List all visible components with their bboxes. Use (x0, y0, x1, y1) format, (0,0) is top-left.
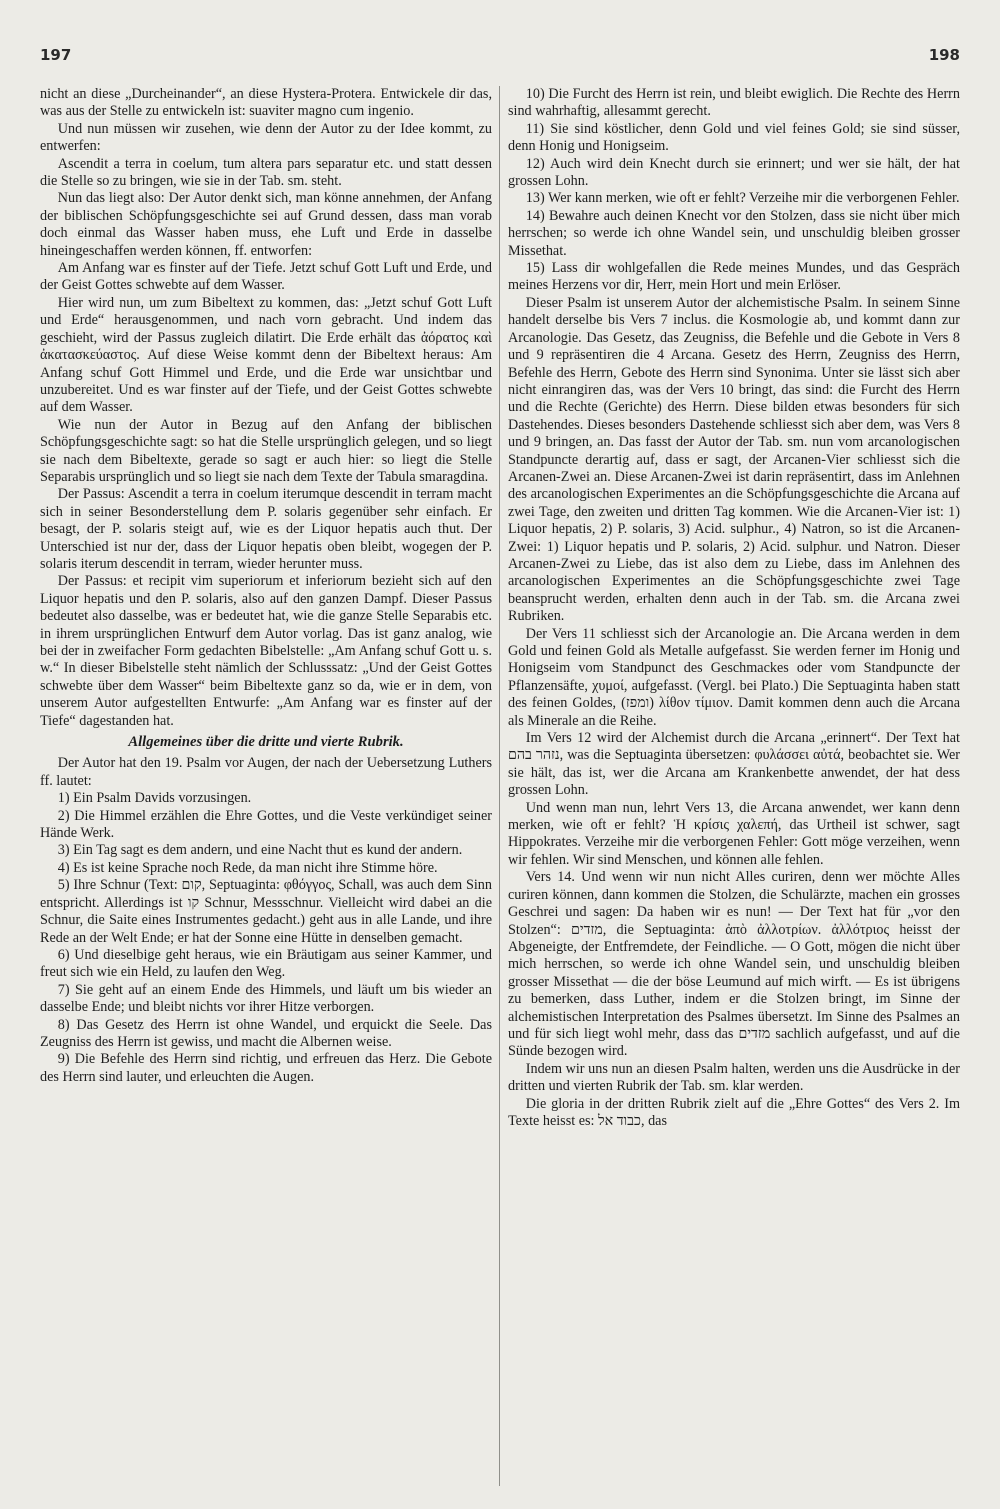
paragraph: Indem wir uns nun an diesen Psalm halten, werden uns die Ausdrücke in der dritten und vierten Rubrik der Tab. sm. klar werden. (508, 1060, 960, 1095)
psalm-verse: 1) Ein Psalm Davids vorzusingen. (57, 790, 252, 807)
psalm-verse: 15) Lass dir wohlgefallen die Rede meines Mundes, und das Gespräch meines Herzens vor dir, Herr, mein Hort und mein Erlöser. (508, 260, 960, 294)
right-column (508, 86, 960, 1486)
paragraph: Und nun müssen wir zusehen, wie denn der Autor zu der Idee kommt, zu entwerfen: (40, 120, 492, 155)
paragraph: Hier wird nun, um zum Bibeltext zu kommen, das: „Jetzt schuf Gott Luft und Erde“ herausgenommen, und nach vorn gebracht. Und indem das geschieht, wird der Passus zugleich dilatirt. Die Erde erhält das ἀόρατος καὶ ἀκατασκεύαστος. Auf diese Weise kommt denn der Bibeltext heraus: Am Anfang schuf Gott Himmel und Erde, und die Erde war unsichtbar und unzubereitet. Und es war finster auf der Tiefe, und der Geist Gottes schwebte auf dem Wasser. (40, 294, 492, 416)
psalm-verse: 6) Und dieselbige geht heraus, wie ein Bräutigam aus seiner Kammer, und freut sich wie ein Held, zu laufen den Weg. (40, 946, 492, 981)
psalm-verse: 10) Die Furcht des Herrn ist rein, und bleibt ewiglich. Die Rechte des Herrn sind wahrhaftig, allesammt gerecht. (508, 86, 960, 120)
psalm-verse: 3) Ein Tag sagt es dem andern, und eine Nacht thut es kund der andern. (57, 842, 463, 859)
paragraph: Der Autor hat den 19. Psalm vor Augen, der nach der Uebersetzung Luthers ff. lautet: (40, 755, 492, 789)
paragraph: Im Vers 12 wird der Alchemist durch die Arcana „erinnert“. Der Text hat נזהר בהם, was die Septuaginta übersetzen: φυλάσσει αὐτά, beobachtet sie. Wer sie hält, das ist, wer die Arcana am Krankenbette anwendet, der hat dess grossen Lohn. (508, 730, 960, 799)
paragraph: Und wenn man nun, lehrt Vers 13, die Arcana anwendet, wer kann denn merken, wie oft er fehlt? Ἡ κρίσις χαλεπή, das Urtheil ist schwer, sagt Hippokrates. Verzeihe mir die verborgenen Fehler: Gott möge verzeihen, wenn wir fehlen. Wir sind Menschen, und können alle fehlen. (508, 799, 960, 868)
paragraph: Nun das liegt also: Der Autor denkt sich, man könne annehmen, der Anfang der biblischen Schöpfungsgeschichte sei auf Grund dessen, dass man vorab doch einmal das Wasser haben muss, ehe Luft und Erde in dasselbe hineingeschaffen werden können, ff. entworfen: (40, 190, 492, 259)
psalm-verse: 7) Sie geht auf an einem Ende des Himmels, und läuft um bis wieder an dasselbe Ende; und bleibt nichts vor ihrer Hitze verborgen. (40, 981, 492, 1016)
psalm-verse: 5) Ihre Schnur (Text: קום, Septuaginta: φθόγγος, Schall, was auch dem Sinn entspricht. Allerdings ist קו Schnur, Messschnur. Vielleicht wird dabei an die Schnur, die Saite eines Instrumentes gedacht.) geht aus in alle Lande, und ihre Rede an der Welt Ende; er hat der Sonne eine Hütte in denselben gemacht. (40, 877, 492, 946)
psalm-verse: 13) Wer kann merken, wie oft er fehlt? Verzeihe mir die verborgenen Fehler. (525, 190, 960, 207)
paragraph: nicht an diese „Durcheinander“, an diese Hystera-Protera. Entwickele dir das, was aus der Stelle zu entwickeln ist: suaviter magno cum ingenio. (40, 86, 492, 120)
paragraph: Am Anfang war es finster auf der Tiefe. Jetzt schuf Gott Luft und Erde, und der Geist Gottes schwebte auf dem Wasser. (40, 260, 492, 294)
psalm-verse: 8) Das Gesetz des Herrn ist ohne Wandel, und erquickt die Seele. Das Zeugniss des Herrn ist gewiss, und macht die Albernen weise. (40, 1016, 492, 1050)
paragraph: Wie nun der Autor in Bezug auf den Anfang der biblischen Schöpfungsgeschichte sagt: so hat die Stelle ursprünglich gelegen, und so liegt sie nach dem Bibeltexte, gerade so sagt er auch hier: so liegt die Stelle Separabis ursprünglich und so liegt sie nach dem Texte der Tabula smaragdina. (40, 416, 492, 485)
psalm-verse: 12) Auch wird dein Knecht durch sie erinnert; und wer sie hält, der hat grossen Lohn. (508, 155, 960, 190)
paragraph: Der Vers 11 schliesst sich der Arcanologie an. Die Arcana werden in dem Gold und feinen Gold als Metalle aufgefasst. Sie werden ferner im Honig und Honigseim vom Standpunct des Geschmackes oder vom Standpuncte der Pflanzensäfte, χυμοί, aufgefasst. (Vergl. bei Plato.) Die Septuaginta haben statt des feinen Goldes, (ומפז) λίθον τίμιον. Damit kommen denn auch die Arcana als Minerale an die Reihe. (508, 625, 960, 729)
page-number-right: 198 (928, 46, 960, 64)
psalm-verse: 14) Bewahre auch deinen Knecht vor den Stolzen, dass sie nicht über mich herrschen; so werde ich ohne Wandel sein, und unschuldig bleiben grosser Missethat. (508, 207, 960, 259)
paragraph: Dieser Psalm ist unserem Autor der alchemistische Psalm. In seinem Sinne handelt derselbe bis Vers 7 inclus. die Kosmologie ab, und kommt dann zur Arcanologie. Das Gesetz, das Zeugniss, die Befehle und die Gebote in Vers 8 und 9 repräsentiren die 4 Arcana. Gesetz des Herrn, Zeugniss des Herrn, Befehle des Herrn, Gebote des Herrn sind Synonima. Unter sie lässt sich aber nicht einrangiren das, was der Vers 10 bringt, das sind: die Furcht des Herrn und die Rechte (Gerichte) des Herrn. Diese bilden etwas besonders für sich Dastehendes. Dieses besonders Dastehende schliesst sich aber dem, was Vers 8 und 9 bringen, an. Das fasst der Autor der Tab. sm. nun vom arcanologischen Standpuncte derartig auf, dass er sagt, der Arcanen-Vier schliesst sich die Arcanen-Zwei an. Diese Arcanen-Zwei ist darin repräsentirt, dass im Anlehnen des arcanologischen Experimentes an die Schöpfungsgeschichte die Arcana auf zwei Tage, den zweiten und dritten Tag kommen. Wie die Arcanen-Vier ist: 1) Liquor hepatis, 2) P. solaris, 3) Acid. sulphur., 4) Natron, so ist die Arcanen-Zwei: 1) Liquor hepatis und P. solaris, 2) Acid. sulphur. und Natron. Dieser Arcanen-Zwei zu Liebe, das ist also dem zu Liebe, dass im Anlehnen des arcanologischen Experimentes an die Schöpfungsgeschichte zwei Tage beansprucht werden, erhalten denn auch in der Tab. sm. die Arcana zwei Rubriken. (508, 294, 960, 625)
page-number-left: 197 (40, 46, 72, 64)
section-heading: Allgemeines über die dritte und vierte Rubrik. (128, 734, 404, 751)
psalm-verse: 2) Die Himmel erzählen die Ehre Gottes, und die Veste verkündiget seiner Hände Werk. (40, 807, 492, 842)
paragraph: Der Passus: Ascendit a terra in coelum iterumque descendit in terram macht sich in seiner Besonderstellung dem P. solaris gegenüber sehr einfach. Er besagt, der P. solaris steigt auf, wie es der Liquor hepatis auch thut. Der Unterschied ist nur der, dass der Liquor hepatis oben bleibt, wogegen der P. solaris iterum descendit in terram, wieder herunter muss. (40, 486, 492, 572)
paragraph: Ascendit a terra in coelum, tum altera pars separatur etc. und statt dessen die Stelle so zu bringen, wie sie in der Tab. sm. steht. (40, 155, 492, 190)
paragraph: Vers 14. Und wenn wir nun nicht Alles curiren, denn wer möchte Alles curiren können, dann kommen die Stolzen, die Schulärzte, machen ein grosses Geschrei und sagen: Da haben wir es nun! — Der Text hat für „vor den Stolzen“: מזדים, die Septuaginta: ἀπὸ ἀλλοτρίων. ἀλλότριος heisst der Abgeneigte, der Entfremdete, der Feindliche. — O Gott, mögen die nicht über mich herrschen, so werde ich ohne Wandel sein, und unschuldig bleiben grosser Missethat — die der böse Leumund auf mich wirft. — Es ist übrigens zu bemerken, dass Luther, indem er die Stolzen bringt, im Sinne der alchemistischen Interpretation des Psalmes übersetzt. Im Sinne des Psalmes an und für sich liegt wohl mehr, dass das מזדים sachlich aufgefasst, und auf die Sünde bezogen wird. (508, 869, 960, 1060)
column-divider (499, 86, 500, 1486)
psalm-verse: 9) Die Befehle des Herrn sind richtig, und erfreuen das Herz. Die Gebote des Herrn sind lauter, und erleuchten die Augen. (40, 1051, 492, 1085)
left-column (40, 86, 492, 1486)
psalm-verse: 4) Es ist keine Sprache noch Rede, da man nicht ihre Stimme höre. (57, 859, 438, 876)
paragraph: Der Passus: et recipit vim superiorum et inferiorum bezieht sich auf den Liquor hepatis und den P. solaris, also auf den ganzen Dampf. Dieser Passus bedeutet also dasselbe, was er bedeutet hat, wie die ganze Stelle Separabis etc. in ihrem ursprünglichen Entwurf dem Autor vorlag. Das ist ganz analog, wie bei der in zweifacher Form gedachten Bibelstelle: „Am Anfang schuf Gott u. s. w.“ In dieser Bibelstelle steht nämlich der Schlusssatz: „Und der Geist Gottes schwebte über dem Wasser“ beim Bibeltexte ganz so da, wie er in dem, von unserem Autor aufgestellten Entwurfe: „Am Anfang war es finster auf der Tiefe“ dagestanden hat. (40, 573, 492, 729)
paragraph: Die gloria in der dritten Rubrik zielt auf die „Ehre Gottes“ des Vers 2. Im Texte heisst es: כבוד אל, das (508, 1095, 960, 1129)
psalm-verse: 11) Sie sind köstlicher, denn Gold und viel feines Gold; sie sind süsser, denn Honig und Honigseim. (508, 120, 960, 155)
